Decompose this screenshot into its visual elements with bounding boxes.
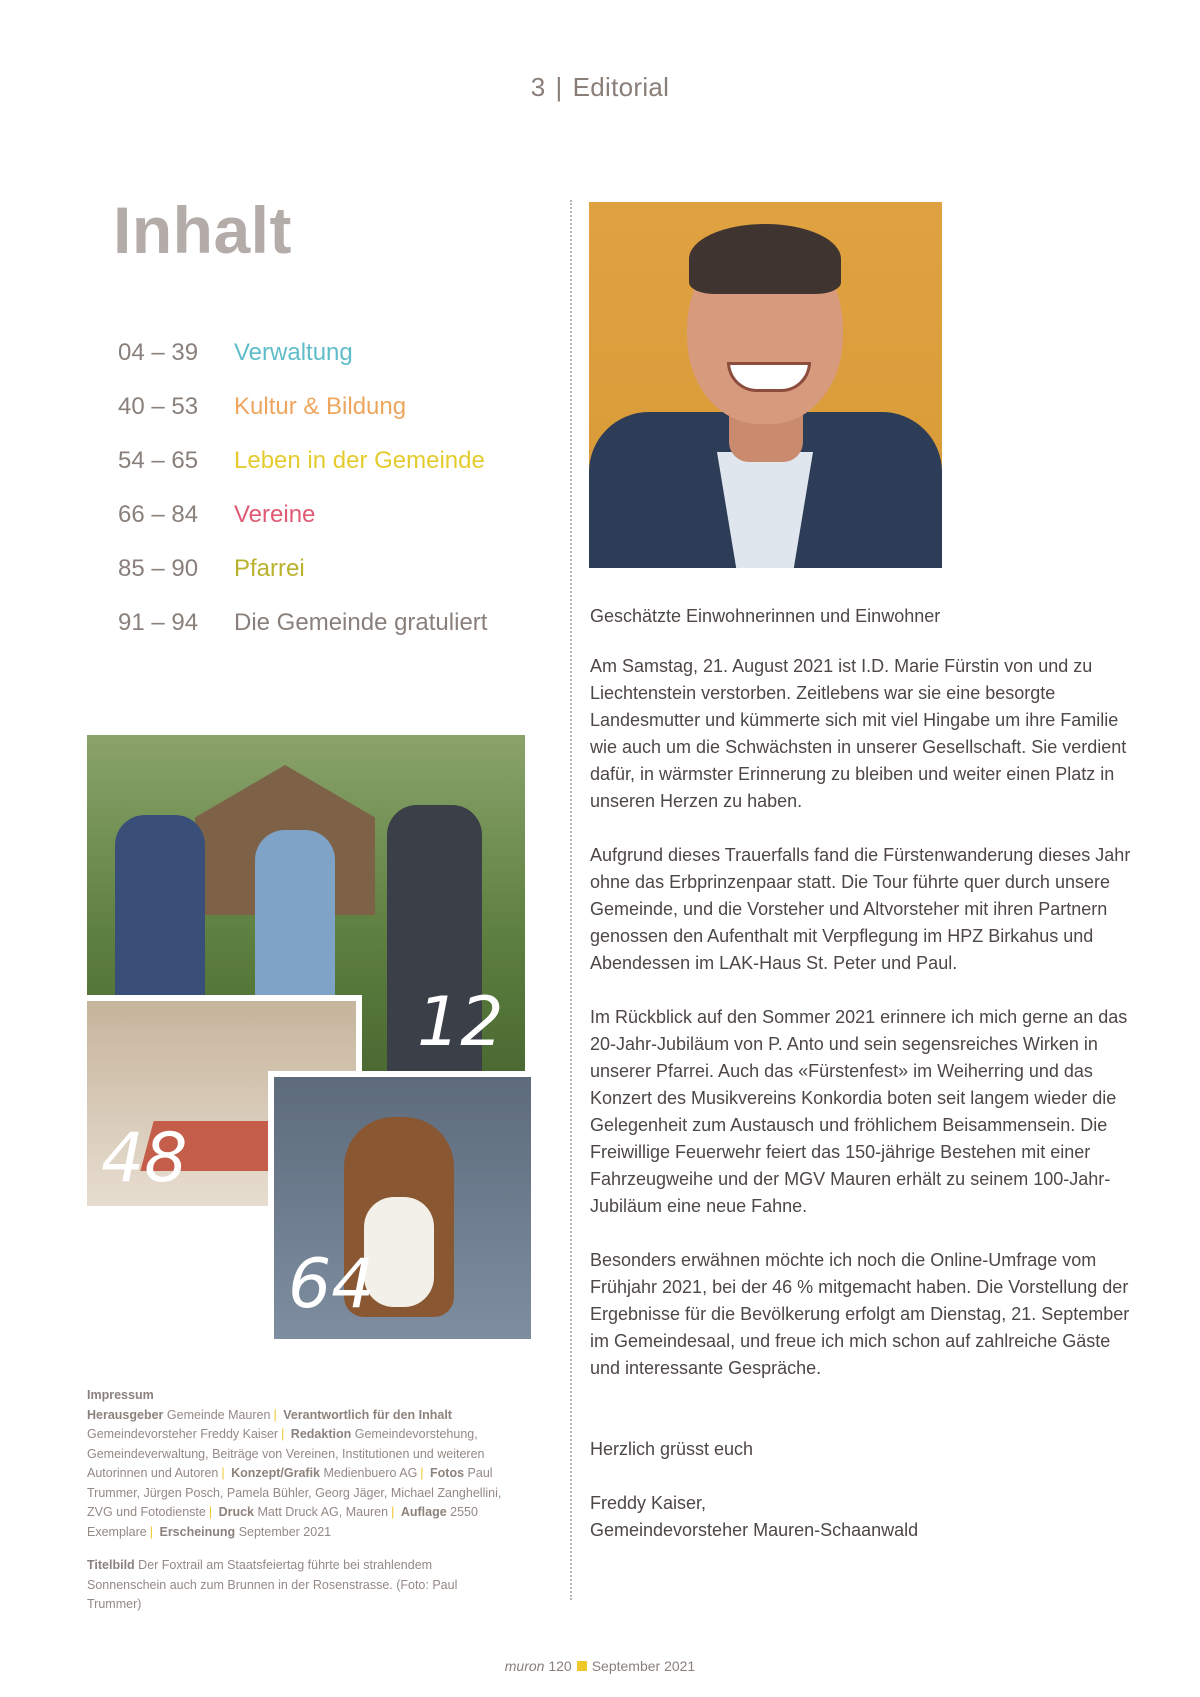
page-ref-number: 48 <box>101 1119 188 1198</box>
toc-label: Pfarrei <box>234 555 305 582</box>
issue-number: 120 <box>548 1658 572 1674</box>
magazine-name: muron <box>504 1658 545 1674</box>
impressum-value: September 2021 <box>238 1524 332 1539</box>
toc-pages: 66 – 84 <box>118 501 199 528</box>
editorial-letter <box>590 603 1135 1544</box>
toc-title: Inhalt <box>113 193 292 267</box>
impressum-value: Gemeindevorsteher Freddy Kaiser <box>87 1427 279 1441</box>
page-number: 3 <box>530 72 546 102</box>
page-footer <box>0 1658 1200 1674</box>
impressum-label: Verantwortlich für den Inhalt <box>283 1407 452 1422</box>
letter-paragraph: Aufgrund dieses Trauerfalls fand die Fürstenwanderung dieses Jahr ohne das Erbprinzenpaar statt. Die Tour führte quer durch unsere Gemeinde, und die Vorsteher und Altvorsteher mit ihren Partnern genossen den Aufenthalt mit Verpflegung im HPZ Birkahus und Abendessen im LAK-Haus St. Peter und Paul. <box>590 845 1131 973</box>
toc-label: Kultur & Bildung <box>234 393 407 420</box>
issue-date: September 2021 <box>591 1658 696 1674</box>
titelbild-caption: Der Foxtrail am Staatsfeiertag führte bei strahlendem Sonnenschein auch zum Brunnen in der Rosenstrasse. (Foto: Paul Trummer) <box>87 1558 458 1611</box>
toc-label: Verwaltung <box>234 339 353 366</box>
impressum-label: Herausgeber <box>87 1407 164 1422</box>
toc-pages: 40 – 53 <box>118 393 199 420</box>
impressum-value: Gemeinde Mauren <box>166 1407 271 1422</box>
toc-label: Vereine <box>234 501 316 528</box>
page-header <box>0 72 1200 103</box>
header-separator: | <box>555 72 563 102</box>
toc-item-kultur-bildung[interactable] <box>118 380 548 434</box>
impressum-label: Auflage <box>400 1505 447 1519</box>
impressum-value: Paul Trummer, Jürgen Posch, Pamela Bühler, Georg Jäger, Michael Zanghellini, ZVG und Fotodienste <box>87 1466 502 1519</box>
impressum-label: Redaktion <box>290 1427 352 1441</box>
section-title: Editorial <box>572 72 670 102</box>
toc-item-verwaltung[interactable] <box>118 326 548 380</box>
letter-paragraph: Im Rückblick auf den Sommer 2021 erinnere ich mich gerne an das 20-Jahr-Jubiläum von P. Anto und sein segensreiches Wirken in unserer Pfarrei. Auch das «Fürstenfest» im Weiherring und das Konzert des Musikvereins Konkordia boten seit langem wieder die Gelegenheit zum Austausch und fröhlichem Beisammensein. Die Freiwillige Feuerwehr feiert das 150-jährige Bestehen mit einer Fahrzeugweihe und der MGV Mauren erhält zu seinem 100-Jahr-Jubiläum eine neue Fahne. <box>590 1007 1128 1216</box>
impressum-heading: Impressum <box>87 1388 154 1402</box>
toc-item-vereine[interactable] <box>118 488 548 542</box>
portrait-hair <box>689 224 841 294</box>
collage-photo-ermine[interactable] <box>268 1071 531 1339</box>
toc-label: Die Gemeinde gratuliert <box>234 609 488 636</box>
signature-title: Gemeindevorsteher Mauren-Schaanwald <box>590 1520 919 1540</box>
letter-paragraph: Besonders erwähnen möchte ich noch die Online-Umfrage vom Frühjahr 2021, bei der 46 % mitgemacht haben. Die Vorstellung der Ergebnisse für die Bevölkerung erfolgt am Dienstag, 21. September im Gemeindesaal, und freue ich mich schon auf zahlreiche Gäste und interessante Gespräche. <box>590 1250 1130 1378</box>
titelbild-label: Titelbild <box>87 1558 135 1572</box>
column-divider <box>570 200 572 1600</box>
impressum-label: Konzept/Grafik <box>231 1466 320 1480</box>
letter-salutation: Geschätzte Einwohnerinnen und Einwohner <box>590 606 941 626</box>
letter-paragraph: Am Samstag, 21. August 2021 ist I.D. Marie Fürstin von und zu Liechtenstein verstorben. Zeitlebens war sie eine besorgte Landesmutter und kümmerte sich mit viel Hingabe um ihre Familie wie auch um die Schwächsten in unserer Gesellschaft. Sie verdient dafür, in wärmster Erinnerung zu bleiben und weiter einen Platz in unseren Herzen zu haben. <box>590 656 1127 811</box>
toc-label: Leben in der Gemeinde <box>234 447 485 474</box>
toc-item-gemeinde-gratuliert[interactable] <box>118 596 548 650</box>
impressum-label: Druck <box>218 1505 254 1519</box>
footer-square-icon <box>577 1661 587 1671</box>
toc-pages: 85 – 90 <box>118 555 199 582</box>
page-ref-number: 12 <box>417 983 504 1062</box>
toc-item-leben-in-der-gemeinde[interactable] <box>118 434 548 488</box>
letter-greeting: Herzlich grüsst euch <box>590 1439 754 1459</box>
portrait-photo <box>589 202 942 568</box>
impressum-label: Fotos <box>430 1466 465 1480</box>
toc-item-pfarrei[interactable] <box>118 542 548 596</box>
impressum-value: Matt Druck AG, Mauren <box>257 1505 389 1519</box>
impressum: Impressum Herausgeber Gemeinde Mauren | Verantwortlich für den Inhalt Gemeindevorsteher Freddy Kaiser | Redaktion Gemeindevorstehung, Gemeindeverwaltung, Beiträge von Vereinen, Institutionen und weiteren Autorinnen und Autoren | Konzept/Grafik Medienbuero AG | Fotos Paul Trummer, Jürgen Posch, Pamela Bühler, Georg Jäger, Michael Zanghellini, ZVG und Fotodienste | Druck Matt Druck AG, Mauren | Auflage 2550 Exemplare | Erscheinung September 2021 Titelbild Der Foxtrail am Staatsfeiertag führte bei strahlendem Sonnenschein auch zum Brunnen in der Rosenstrasse. (Foto: Paul Trummer) <box>87 1388 502 1611</box>
toc-pages: 04 – 39 <box>118 339 199 366</box>
impressum-label: Erscheinung <box>159 1524 236 1539</box>
page-ref-number: 64 <box>288 1245 375 1324</box>
toc-pages: 91 – 94 <box>118 609 199 636</box>
impressum-value: 2550 Exemplare <box>87 1505 478 1539</box>
impressum-value: Medienbuero AG <box>323 1466 418 1480</box>
toc-pages: 54 – 65 <box>118 447 199 474</box>
photo-collage <box>87 735 525 1335</box>
signature-name: Freddy Kaiser, <box>590 1493 707 1513</box>
table-of-contents <box>118 326 548 650</box>
impressum-value: Gemeindevorstehung, Gemeindeverwaltung, Beiträge von Vereinen, Institutionen und weiteren Autorinnen und Autoren <box>87 1427 485 1480</box>
